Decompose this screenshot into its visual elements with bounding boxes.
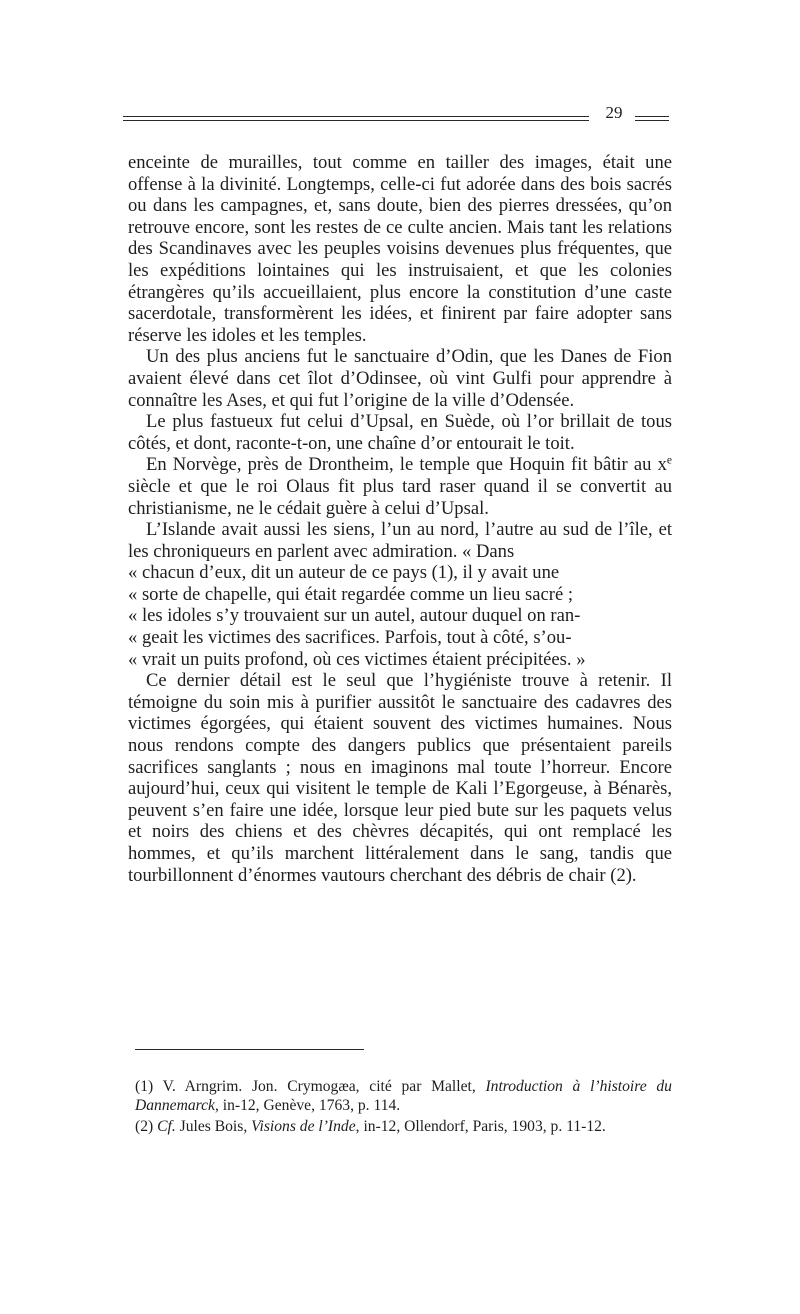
header-rule-right-top (635, 116, 669, 117)
century-superscript: e (666, 454, 672, 467)
paragraph-5 (128, 519, 672, 670)
footnote-2-text-b: Jules Bois, (175, 1117, 252, 1135)
paragraph-4-text-a: En Norvège, près de Drontheim, le temple que Hoquin fit bâtir au x (146, 454, 667, 476)
header-rule-left-top (123, 116, 589, 117)
header-rule-left-bottom (123, 120, 589, 121)
header-rule-right-bottom (635, 120, 669, 121)
body-text (128, 152, 672, 886)
page-number: 29 (605, 103, 623, 122)
footnote-1-title: Introduction à l’histoire du Dannemarck (135, 1078, 672, 1115)
footnotes (135, 1077, 672, 1136)
footnote-1-text-b: , in-12, Genève, 1763, p. 114. (214, 1097, 401, 1115)
paragraph-2: Un des plus anciens fut le sanctuaire d’Odin, que les Danes de Fion avaient élevé dans cet îlot d’Odinsee, où vint Gulfi pour apprendre à connaître les Ases, et qui fut l’origine de la ville d’Odensée. (128, 346, 672, 411)
footnote-2-cf: Cf. (157, 1117, 176, 1135)
quote-line-5: « vrait un puits profond, où ces victimes étaient précipitées. » (128, 648, 586, 670)
page-header (123, 103, 669, 127)
quote-line-2: « sorte de chapelle, qui était regardée comme un lieu sacré ; (128, 583, 574, 605)
footnote-2-text-c: , in-12, Ollendorf, Paris, 1903, p. 11-12. (355, 1117, 606, 1135)
footnote-1 (135, 1077, 672, 1116)
quote-line-4: « geait les victimes des sacrifices. Parfois, tout à côté, s’ou- (128, 627, 572, 649)
quote-line-3: « les idoles s’y trouvaient sur un autel, autour duquel on ran- (128, 605, 581, 627)
paragraph-4-text-b: siècle et que le roi Olaus fit plus tard raser quand il se convertit au christianisme, ne le cédait guère à celui d’Upsal. (128, 475, 672, 519)
footnote-2-text-a: (2) (135, 1117, 158, 1135)
paragraph-1: enceinte de murailles, tout comme en tailler des images, était une offense à la divinité. Longtemps, celle-ci fut adorée dans des bois sacrés ou dans les campagnes, et, sans doute, bien des pierres dressées, qu’on retrouve encore, sont les restes de ce culte ancien. Mais tant les relations des Scandinaves avec les peuples voisins devenues plus fréquentes, que les expéditions lointaines qui les instruisaient, et que les colonies étrangères qu’ils accueillaient, plus encore la constitution d’une caste sacerdotale, transformèrent les idées, et finirent par faire adopter sans réserve les idoles et les temples. (128, 152, 672, 346)
paragraph-3: Le plus fastueux fut celui d’Upsal, en Suède, où l’or brillait de tous côtés, et dont, raconte-t-on, une chaîne d’or entourait le toit. (128, 411, 672, 454)
quote-line-1: « chacun d’eux, dit un auteur de ce pays (1), il y avait une (128, 562, 560, 584)
footnote-1-text-a: (1) V. Arngrim. Jon. Crymogæa, cité par Mallet, (135, 1078, 486, 1095)
footnote-2-title: Visions de l’Inde (251, 1117, 356, 1135)
footnote-separator (135, 1049, 364, 1050)
paragraph-6: Ce dernier détail est le seul que l’hygiéniste trouve à retenir. Il témoigne du soin mis à purifier aussitôt le sanctuaire des cadavres des victimes égorgées, qui étaient souvent des victimes humaines. Nous nous rendons compte des dangers publics que présentaient pareils sacrifices sanglants ; nous en imaginons mal toute l’horreur. Encore aujourd’hui, ceux qui visitent le temple de Kali l’Egorgeuse, à Bénarès, peuvent s’en faire une idée, lorsque leur pied bute sur les paquets velus et noirs des chiens et des chèvres décapités, qui ont remplacé les hommes, et qu’ils marchent littéralement dans le sang, tandis que tourbillonnent d’énormes vautours cherchant des débris de chair (2). (128, 670, 672, 886)
paragraph-4 (128, 454, 672, 519)
footnote-2 (135, 1117, 672, 1136)
paragraph-5-intro: L’Islande avait aussi les siens, l’un au nord, l’autre au sud de l’île, et les chroniqueurs en parlent avec admiration. « Dans (128, 519, 672, 562)
